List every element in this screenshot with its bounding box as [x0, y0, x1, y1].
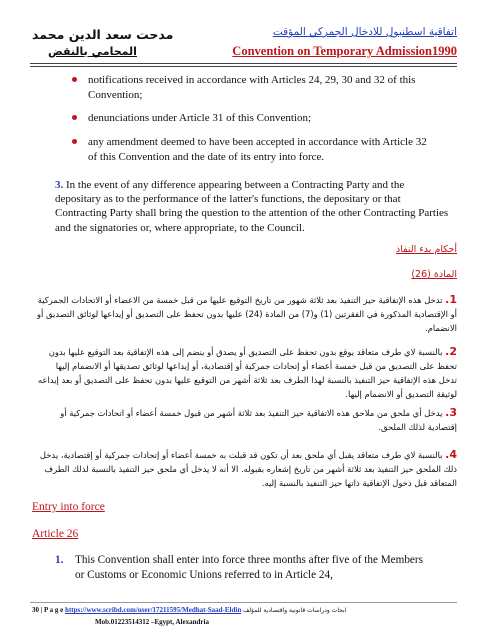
bullet-item	[88, 73, 436, 102]
arabic-article-heading: المادة (26)	[411, 269, 457, 280]
arabic-section-heading: أحكام بدء النفاذ	[395, 244, 457, 255]
page-number: 30 | P a g e	[32, 606, 64, 614]
arabic-paragraph-text: بالنسبة لاي طرف متعاقد يقبل أي ملحق بعد أن تكون قد قبلت به خمسة أعضاء أو إتحادات جمركية أو إقتصادية، يدخل ذلك الملحق حيز التنفيذ بعد ثلاثة أشهر من تاريخ إشعاره بقبوله. الا أنه لا يدخل أي ملحق حيز التنفيذ بالنسبة لذلك الطرف المتعاقد قبل دخول الإتفاقية ذاتها حيز التنفيذ بالنسبة إليه.	[39, 450, 457, 488]
paragraph-text: In the event of any difference appearing between a Contracting Party and the depositary as to the performance of the latter's functions, the depositary or that Contracting Party shall bring the question to the attention of the other Contracting Parties and the signatories or, where appropriate, to the Council.	[55, 179, 449, 234]
bullet-text: any amendment deemed to have been accepted in accordance with Article 32 of this Convention and the date of its entry into force.	[88, 136, 427, 163]
paragraph-3	[55, 178, 450, 235]
footer-line	[32, 606, 346, 614]
english-article-heading: Article 26	[32, 528, 79, 540]
english-section-heading: Entry into force	[32, 501, 105, 513]
bullet-dot-icon	[72, 139, 77, 144]
arabic-paragraph-number: 3.	[445, 406, 457, 419]
document-title-arabic: اتفاقية اسطنبول للادخال الجمركي المؤقت	[272, 26, 457, 38]
author-name: مدحت سعد الدين محمد	[32, 27, 174, 42]
arabic-paragraph-text: يدخل أي ملحق من ملاحق هذه الاتفاقية حيز التنفيذ بعد ثلاثة أشهر من قبول خمسة أعضاء أو اتحادات جمركية أو إقتصادية لذلك الملحق.	[60, 408, 457, 432]
author-title: المحامي بالنقض	[48, 45, 137, 58]
arabic-paragraph-number: 1.	[445, 293, 457, 306]
arabic-paragraph-text: بالنسبة لاي طرف متعاقد يوقع بدون تحفظ على التصديق أو يصدق أو ينضم إلى هذه الإتفاقية بعد التوقيع عليها بدون تحفظ على التصديق من قبل خمسة أعضاء أو إتحادات جمركية أو إقتصادية، أو إيداعها لوثائق تصديقها أو الانضمام إليها تدخل هذه الإتفاقية حيز التنفيذ بالنسبة لهذا الطرف بعد ثلاثة أشهر من التوقيع عليها بدون تحفظ على التصديق أو بعد إيداعه لوثيقة التصديق أو الانضمام إليها.	[37, 347, 457, 399]
author-profile-link[interactable]: https://www.scribd.com/user/17211595/Medhat-Saad-Eldin	[65, 606, 242, 614]
arabic-paragraph-4	[37, 448, 457, 490]
paragraph-number: 3.	[55, 179, 64, 191]
footer-arabic-note: ابحاث ودراسات قانونية واقتصادية للمؤلف	[242, 607, 347, 614]
arabic-paragraph-1	[37, 293, 457, 335]
arabic-paragraph-2	[37, 345, 457, 401]
bullet-text: denunciations under Article 31 of this Convention;	[88, 112, 312, 124]
arabic-paragraph-3	[37, 406, 457, 434]
bullet-item	[88, 111, 436, 126]
item-text: This Convention shall enter into force three months after five of the Members or Customs or Economic Unions referred to in Article 24,	[75, 554, 423, 581]
document-title-english: Convention on Temporary Admission1990	[232, 44, 457, 58]
arabic-paragraph-text: تدخل هذه الإتفاقية حيز التنفيذ بعد ثلاثة شهور من تاريخ التوقيع عليها من قبل خمسة من الاعضاء أو الاتحادات الجمركية أو الإقتصادية المذكورة في الفقرتين (1) و(7) من المادة (24) عليها بدون تحفظ على التصديق أو إيداعها لوثائق التصديق أو الانضمام.	[37, 295, 457, 333]
header-divider	[30, 63, 457, 64]
footer-divider	[30, 602, 457, 603]
bullet-text: notifications received in accordance with Articles 24, 29, 30 and 32 of this Convention;	[88, 74, 416, 101]
english-item-1	[55, 553, 435, 582]
header-divider-secondary	[30, 66, 457, 67]
bullet-dot-icon	[72, 115, 77, 120]
bullet-item	[88, 135, 436, 164]
bullet-dot-icon	[72, 77, 77, 82]
contact-info: Mob.01223514312 –Egypt, Alexandria	[95, 618, 209, 626]
item-number: 1.	[55, 554, 64, 566]
arabic-paragraph-number: 4.	[445, 448, 457, 461]
arabic-paragraph-number: 2.	[445, 345, 457, 358]
